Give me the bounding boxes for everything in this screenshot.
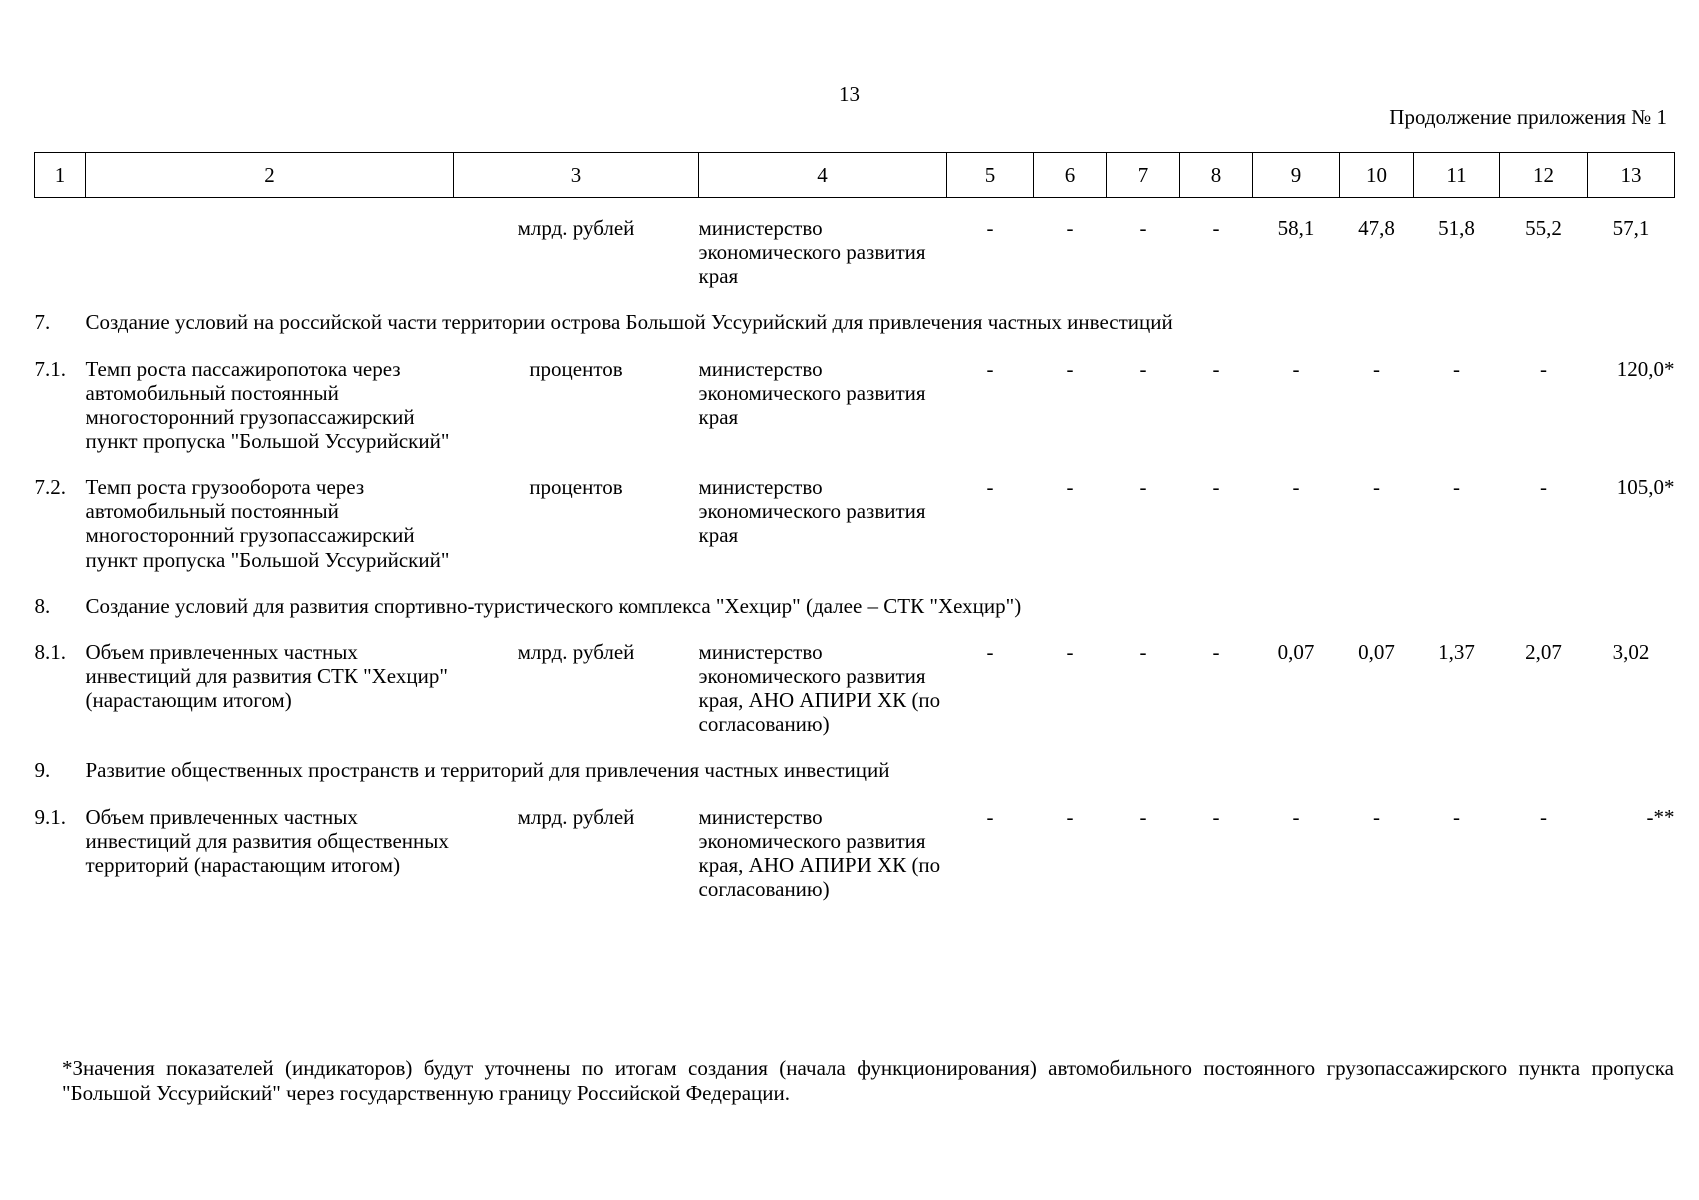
value-cell: 55,2 bbox=[1525, 216, 1562, 240]
indicator-name: Объем привлеченных частных инвестиций для развития общественных территорий (нарастающим итогом) bbox=[85, 804, 449, 877]
value-cell: 3,02 bbox=[1612, 639, 1650, 664]
value-cell: 2,07 bbox=[1525, 639, 1562, 664]
value-cell: - bbox=[986, 639, 994, 664]
col-header-1: 1 bbox=[35, 153, 86, 198]
col-header-8: 8 bbox=[1180, 153, 1253, 198]
section-title: Создание условий на российской части территории острова Большой Уссурийский для привлечения частных инвестиций bbox=[85, 310, 1173, 335]
value-cell: - bbox=[1212, 475, 1220, 500]
col-header-3: 3 bbox=[454, 153, 699, 198]
value-cell: - bbox=[1212, 804, 1220, 829]
unit: процентов bbox=[529, 475, 623, 500]
row-number: 7.1. bbox=[34, 356, 66, 381]
value-cell: - bbox=[986, 356, 994, 381]
col-header-12: 12 bbox=[1500, 153, 1588, 198]
value-cell: - bbox=[1139, 804, 1147, 829]
value-cell: - bbox=[1292, 804, 1300, 829]
responsible: министерство экономического развития края bbox=[698, 216, 926, 289]
value-cell: - bbox=[986, 804, 994, 829]
responsible: министерство экономического развития края bbox=[698, 475, 926, 548]
section-title: Создание условий для развития спортивно-туристического комплекса "Хехцир" (далее – СТК "Хехцир") bbox=[85, 593, 1022, 618]
continuation-label: Продолжение приложения № 1 bbox=[1389, 105, 1667, 129]
table-row bbox=[35, 216, 1675, 288]
col-header-9: 9 bbox=[1253, 153, 1340, 198]
value-cell: - bbox=[1292, 475, 1300, 500]
value-cell: 51,8 bbox=[1438, 216, 1475, 240]
value-cell: - bbox=[1453, 804, 1460, 829]
row-number: 9.1. bbox=[34, 804, 66, 829]
value-cell: - bbox=[1212, 639, 1220, 664]
value-cell: - bbox=[1139, 356, 1147, 381]
section-number: 8. bbox=[34, 593, 51, 618]
value-cell: 47,8 bbox=[1358, 216, 1395, 240]
value-cell: 105,0* bbox=[1616, 475, 1675, 500]
value-cell: - bbox=[1066, 216, 1074, 240]
value-cell: 0,07 bbox=[1277, 639, 1315, 664]
value-cell: 57,1 bbox=[1612, 216, 1650, 240]
unit: млрд. рублей bbox=[517, 216, 635, 240]
responsible: министерство экономического развития края, АНО АПИРИ ХК (по согласованию) bbox=[698, 639, 941, 737]
indicator-name: Объем привлеченных частных инвестиций для развития СТК "Хехцир" (нарастающим итогом) bbox=[85, 639, 448, 713]
value-cell: - bbox=[1066, 475, 1074, 500]
value-cell: - bbox=[1139, 639, 1147, 664]
value-cell: - bbox=[1292, 356, 1300, 381]
section-number: 9. bbox=[34, 758, 51, 783]
header-row bbox=[35, 153, 1675, 198]
value-cell: - bbox=[1453, 475, 1460, 500]
footnote: *Значения показателей (индикаторов) будут уточнены по итогам создания (начала функционирования) автомобильного постоянного грузопассажирского пункта пропуска "Большой Уссурийский" через государственную границу Российской Федерации. bbox=[62, 1056, 1674, 1106]
indicators-table bbox=[34, 152, 1675, 901]
value-cell: 120,0* bbox=[1616, 356, 1675, 381]
table-row bbox=[35, 805, 1675, 902]
value-cell: - bbox=[986, 216, 994, 240]
col-header-13: 13 bbox=[1588, 153, 1675, 198]
indicator-name: Темп роста грузооборота через автомобильный постоянный многосторонний грузопассажирский пункт пропуска "Большой Уссурийский" bbox=[85, 475, 450, 572]
col-header-4: 4 bbox=[699, 153, 947, 198]
unit: млрд. рублей bbox=[517, 804, 635, 829]
value-cell: - bbox=[1373, 475, 1380, 500]
unit: процентов bbox=[529, 356, 623, 381]
value-cell: - bbox=[1066, 804, 1074, 829]
value-cell: - bbox=[1212, 356, 1220, 381]
section-row bbox=[35, 594, 1675, 618]
col-header-2: 2 bbox=[86, 153, 454, 198]
table-row bbox=[35, 475, 1675, 572]
col-header-11: 11 bbox=[1414, 153, 1500, 198]
value-cell: - bbox=[986, 475, 994, 500]
responsible: министерство экономического развития края, АНО АПИРИ ХК (по согласованию) bbox=[698, 804, 941, 901]
value-cell: 0,07 bbox=[1358, 639, 1395, 664]
row-number: 8.1. bbox=[34, 639, 66, 664]
row-number bbox=[35, 216, 86, 288]
value-cell: - bbox=[1212, 216, 1220, 240]
indicator-name: Темп роста пассажиропотока через автомобильный постоянный многосторонний грузопассажирский пункт пропуска "Большой Уссурийский" bbox=[85, 356, 450, 453]
value-cell: 58,1 bbox=[1277, 216, 1315, 240]
section-row bbox=[35, 758, 1675, 782]
section-number: 7. bbox=[34, 310, 51, 335]
col-header-6: 6 bbox=[1034, 153, 1107, 198]
value-cell: - bbox=[1540, 356, 1547, 381]
section-row bbox=[35, 310, 1675, 334]
value-cell: 1,37 bbox=[1438, 639, 1475, 664]
col-header-7: 7 bbox=[1107, 153, 1180, 198]
page-number: 13 bbox=[839, 82, 860, 106]
value-cell: -** bbox=[1646, 804, 1675, 829]
value-cell: - bbox=[1139, 216, 1147, 240]
row-number: 7.2. bbox=[34, 475, 66, 500]
table-row bbox=[35, 357, 1675, 454]
value-cell: - bbox=[1453, 356, 1460, 381]
responsible: министерство экономического развития края bbox=[698, 356, 926, 429]
unit: млрд. рублей bbox=[517, 639, 635, 664]
indicator-name bbox=[86, 216, 454, 288]
value-cell: - bbox=[1373, 356, 1380, 381]
value-cell: - bbox=[1540, 475, 1547, 500]
value-cell: - bbox=[1066, 356, 1074, 381]
col-header-5: 5 bbox=[947, 153, 1034, 198]
col-header-10: 10 bbox=[1340, 153, 1414, 198]
section-title: Развитие общественных пространств и территорий для привлечения частных инвестиций bbox=[85, 758, 890, 783]
table-row bbox=[35, 640, 1675, 737]
value-cell: - bbox=[1139, 475, 1147, 500]
value-cell: - bbox=[1540, 804, 1547, 829]
value-cell: - bbox=[1373, 804, 1380, 829]
value-cell: - bbox=[1066, 639, 1074, 664]
